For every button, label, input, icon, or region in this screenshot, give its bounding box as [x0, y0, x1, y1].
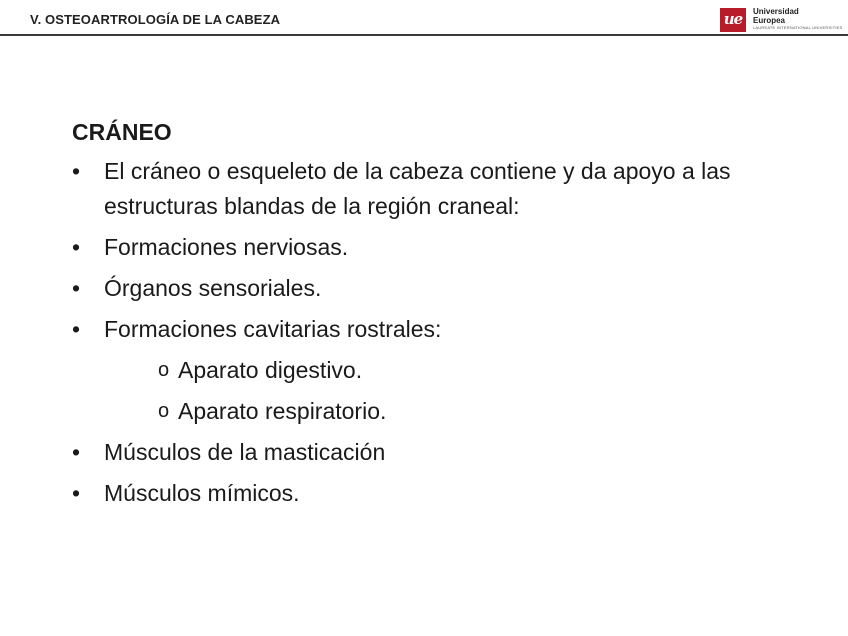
- header-divider: [0, 34, 848, 36]
- sub-bullet-text: Aparato respiratorio.: [178, 398, 387, 424]
- bullet-icon: •: [72, 439, 81, 465]
- bullet-icon: •: [72, 234, 81, 260]
- bullet-item: [72, 476, 792, 511]
- section-heading: CRÁNEO: [72, 119, 172, 145]
- bullet-text: Músculos mímicos.: [104, 480, 300, 506]
- bullet-item: [72, 271, 792, 306]
- bullet-icon: •: [72, 316, 81, 342]
- sub-bullet-icon: o: [158, 359, 170, 381]
- header-title: V. OSTEOARTROLOGÍA DE LA CABEZA: [30, 12, 281, 27]
- logo-line-1: Universidad: [753, 7, 799, 16]
- sub-bullet-item: [72, 394, 792, 429]
- bullet-text: El cráneo o esqueleto de la cabeza contiene y da apoyo a las estructuras blandas de la región craneal:: [104, 158, 731, 219]
- bullet-text: Formaciones cavitarias rostrales:: [104, 316, 442, 342]
- bullet-text: Formaciones nerviosas.: [104, 234, 349, 260]
- bullet-text: Órganos sensoriales.: [104, 275, 322, 301]
- bullet-icon: •: [72, 480, 81, 506]
- bullet-text: Músculos de la masticación: [104, 439, 386, 465]
- bullet-item: [72, 312, 792, 347]
- bullet-icon: •: [72, 275, 81, 301]
- sub-bullet-text: Aparato digestivo.: [178, 357, 363, 383]
- logo-text: [753, 7, 843, 31]
- logo-mark: ue: [720, 8, 746, 32]
- bullet-item: [72, 435, 792, 470]
- bullet-item: [72, 230, 792, 265]
- university-logo: [720, 7, 842, 33]
- bullet-list: [72, 154, 792, 511]
- logo-line-3: LAUREATE INTERNATIONAL UNIVERSITIES: [753, 25, 843, 30]
- sub-bullet-item: [72, 353, 792, 388]
- slide-content: [72, 116, 792, 517]
- logo-line-2: Europea: [753, 16, 786, 25]
- slide-header: [0, 0, 848, 35]
- bullet-icon: •: [72, 158, 81, 184]
- bullet-item: [72, 154, 792, 224]
- sub-bullet-icon: o: [158, 400, 170, 422]
